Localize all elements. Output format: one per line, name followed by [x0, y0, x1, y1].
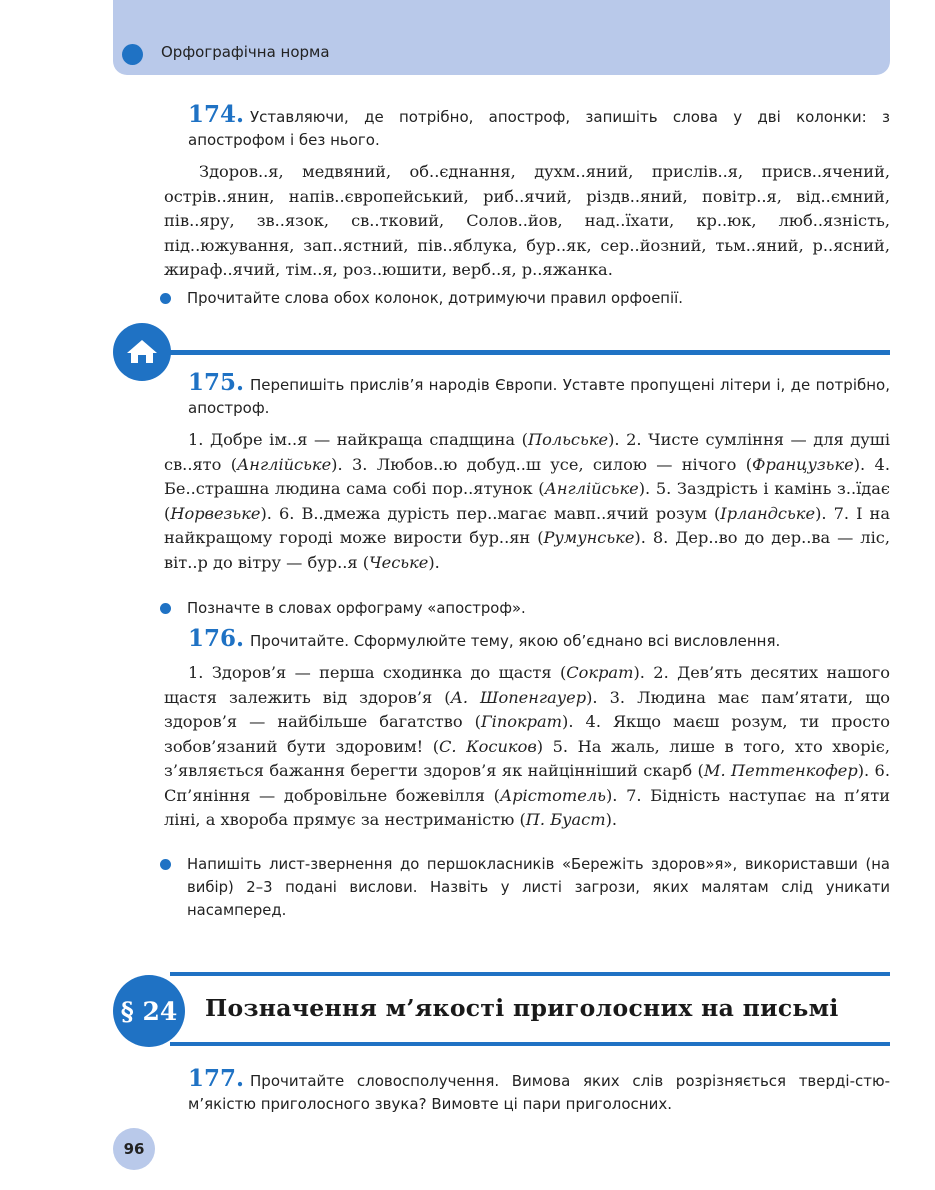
proverb-text: 1. Добре ім..я — найкраща спадщина (: [188, 430, 528, 449]
task-175-instruction: Перепишіть прислів’я народів Європи. Уставте пропущені літери і, де потрібно, апостроф.: [188, 376, 890, 417]
proverb-text: 1. Здоров’я — перша сходинка до щастя (: [188, 663, 567, 682]
task-176: [164, 625, 891, 833]
proverb-text: ). 4. Бе..страшна людина сама собі пор..ятунок (: [164, 454, 890, 498]
task-174-heading: [188, 103, 890, 152]
proverb-text: ). 3. Людина має пам’ятати, що здоров’я — найбільше багатство (: [164, 687, 890, 731]
task-176-bullet: Напишіть лист-звернення до першокласників «Бережіть здоров»я», використавши (на вибір) 2–3 подані вислови. Назвіть у листі загрози, яких малятам слід уникати насамперед.: [187, 856, 890, 919]
header-band: [113, 0, 890, 75]
source-attribution: М. Петтенкофер: [703, 761, 858, 780]
source-attribution: Гіпократ: [480, 712, 563, 731]
source-attribution: Сократ: [566, 663, 634, 682]
proverb-text: ). 2. Чисте сумління — для душі св..ято (: [164, 430, 890, 474]
header-bullet-icon: [122, 44, 143, 65]
task-177-number: 177.: [188, 1065, 245, 1092]
homework-rule: [160, 350, 890, 355]
source-attribution: Французьке: [752, 454, 854, 474]
proverb-text: ). 6. Сп’яніння — добровільне божевілля (: [164, 761, 890, 805]
proverb-text: ). 6. В..дмежа дурість пер..магає мавп..ячий розум (: [260, 503, 721, 523]
task-174-words: Здоров..я, медвяний, об..єднання, духм..яний, прислів..я, присв..ячений, остpів..янин, напів..європейський, риб..ячий, різдв..яний, повітр..я, від..ємний, пів..яру, зв..язок, св..тковий, Солов..йов, над..їхати, кр..юк, люб..язність, під..южування, зап..ястний, пів..яблука, бур..як, сер..йозний, тьм..яний, р..ясний, жираф..ячий, тім..я, роз..юшити, верб..я, р..яжанка.: [164, 162, 890, 279]
proverb-text: ).: [605, 810, 618, 829]
proverb-text: ). 7. І на найкращому городі може вирости бур..ян (: [164, 503, 890, 547]
proverb-text: ). 5. Заздрість і камінь з..їдає (: [164, 479, 890, 523]
page-number: 96: [113, 1128, 155, 1170]
bullet-icon: [160, 603, 171, 614]
source-attribution: Арістотель: [499, 785, 606, 805]
source-attribution: Норвезьке: [170, 503, 261, 523]
bullet-icon: [160, 293, 171, 304]
task-177-instruction: Прочитайте словосполучення. Вимова яких слів розрізняється тверді-стю-м’якістю приголосного звука? Вимовте ці пари приголосних.: [188, 1072, 890, 1113]
task-177: [188, 1067, 890, 1116]
task-176-instruction: Прочитайте. Сформулюйте тему, якою об’єднано всі висловлення.: [250, 632, 781, 650]
proverb-text: ) 5. На жаль, лише в того, хто хворіє, з’являється бажання берегти здоров’я як найцінніший скарб (: [164, 736, 890, 780]
source-attribution: Ірландське: [720, 503, 816, 523]
source-attribution: Польське: [527, 430, 609, 449]
homework-marker: [113, 323, 171, 381]
section-rule-top: [170, 972, 890, 976]
proverb-text: ). 3. Любов..ю добуд..ш усе, силою — нічого (: [331, 454, 753, 474]
task-175-heading: [188, 371, 890, 420]
source-attribution: П. Буаст: [525, 810, 606, 829]
task-175: [164, 369, 890, 575]
section-number-badge: § 24: [113, 975, 185, 1047]
source-attribution: Румунське: [543, 528, 635, 547]
task-176-quotes: [164, 661, 890, 833]
task-174: [164, 101, 890, 283]
task-175-bullet: Позначте в словах орфограму «апостроф».: [187, 600, 526, 617]
proverb-text: ). 7. Бідність наступає на п’яти ліні, а хвороба прямує за нестриманістю (: [164, 785, 891, 829]
task-175-proverbs: [164, 428, 890, 575]
bullet-icon: [160, 859, 171, 870]
task-174-instruction: Уставляючи, де потрібно, апостроф, запишіть слова у дві колонки: з апострофом і без нього.: [188, 108, 890, 149]
section-rule-bottom: [170, 1042, 890, 1046]
source-attribution: Англійське: [237, 454, 332, 474]
task-176-bullet-row: [160, 853, 890, 922]
proverb-text: ). 4. Якщо маєш розум, ти просто зобов’язаний бути здоровим! (: [164, 712, 890, 756]
task-174-bullet-row: [160, 287, 890, 310]
task-175-bullet-row: [160, 597, 890, 620]
section-title: Позначення м’якості приголосних на письмі: [205, 994, 839, 1022]
house-icon: [113, 323, 171, 381]
running-header: Орфографічна норма: [161, 43, 330, 61]
source-attribution: Англійське: [544, 479, 639, 498]
source-attribution: Чеське: [369, 552, 429, 572]
task-174-bullet: Прочитайте слова обох колонок, дотримуючи правил орфоепії.: [187, 290, 683, 307]
task-177-heading: [188, 1067, 890, 1116]
source-attribution: А. Шопенгауер: [450, 687, 587, 707]
task-174-number: 174.: [188, 101, 245, 128]
proverb-text: ). 8. Дер..во до дер..ва — ліс, віт..р до вітру — бур..я (: [164, 528, 890, 572]
task-175-number: 175.: [188, 369, 245, 396]
source-attribution: С. Косиков: [439, 736, 537, 756]
proverb-text: ).: [428, 552, 440, 572]
task-176-heading: [188, 627, 890, 653]
proverb-text: ). 2. Дев’ять десятих нашого щастя залежить від здоров’я (: [164, 663, 890, 707]
task-176-number: 176.: [188, 625, 245, 652]
